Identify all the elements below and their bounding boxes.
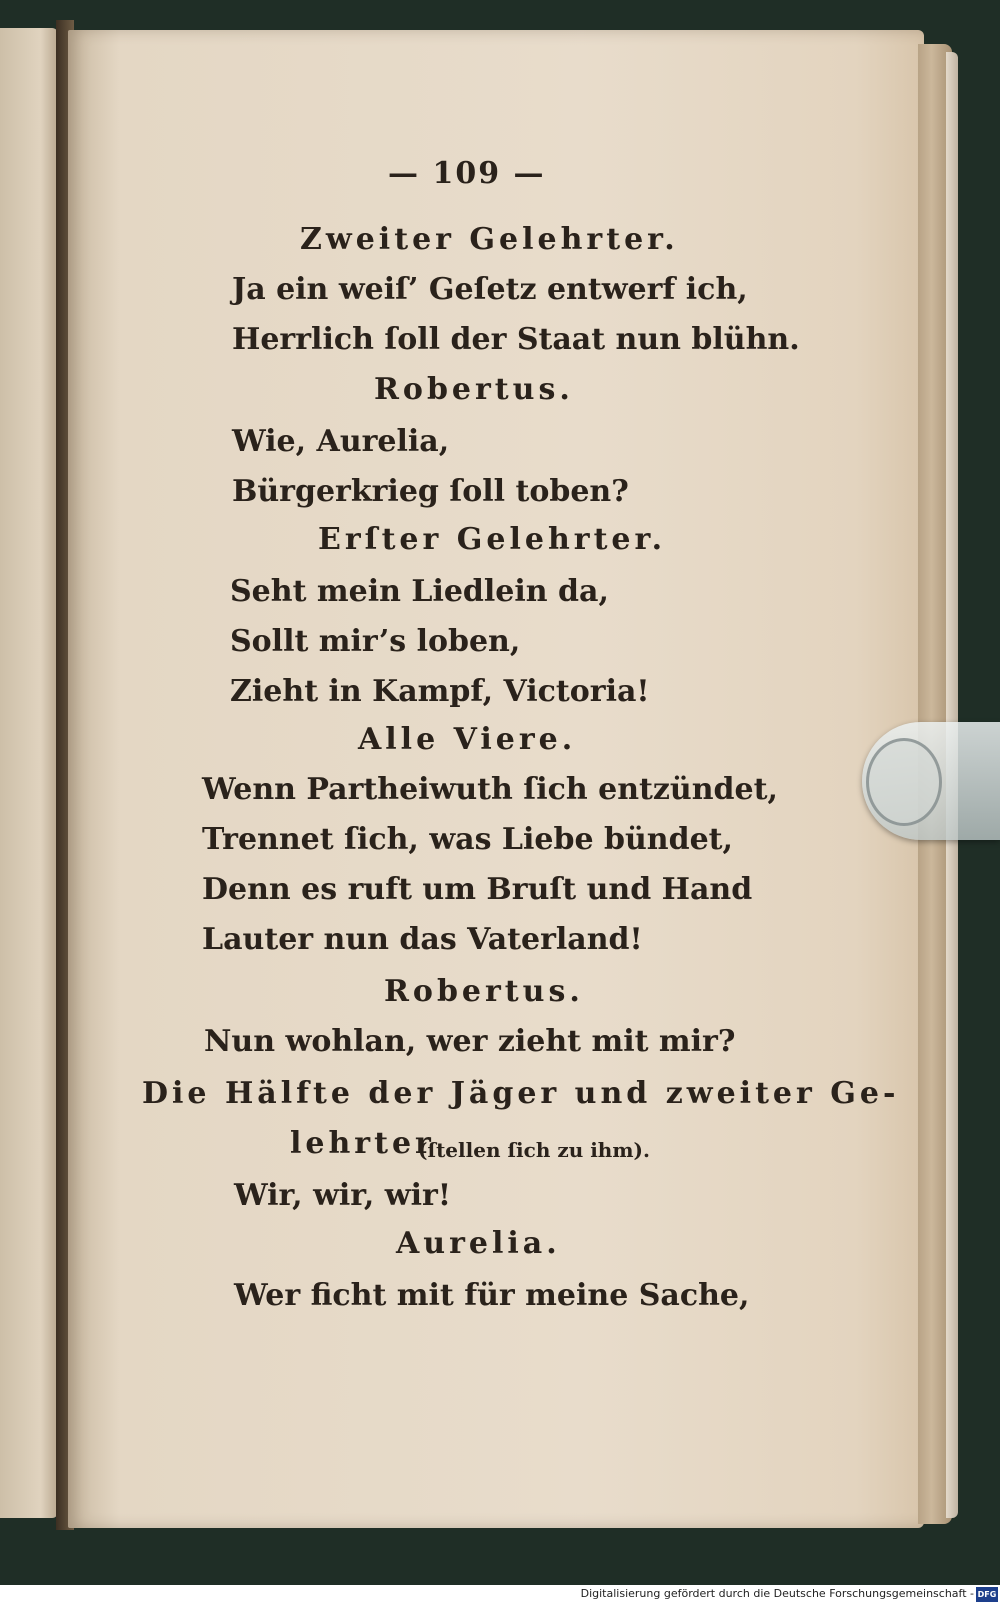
speaker-heading: Alle Viere. <box>358 722 577 757</box>
verse-line: Wenn Partheiwuth ſich entzündet, <box>202 772 778 807</box>
verse-line: Nun wohlan, wer zieht mit mir? <box>204 1024 736 1059</box>
dfg-logo: DFG <box>976 1587 998 1602</box>
verse-line: Seht mein Liedlein da, <box>230 574 609 609</box>
verse-line: Ja ein weiſ’ Geſetz entwerf ich, <box>232 272 748 307</box>
speaker-heading: Robertus. <box>374 372 574 407</box>
page-number: — 109 — <box>388 156 546 191</box>
speaker-heading: Erſter Gelehrter. <box>318 522 667 557</box>
stage-direction: (ſtellen ſich zu ihm). <box>418 1138 650 1162</box>
verse-line: Sollt mir’s loben, <box>230 624 521 659</box>
verse-line: Lauter nun das Vaterland! <box>202 922 643 957</box>
verse-line: Herrlich ſoll der Staat nun blühn. <box>232 322 800 357</box>
verse-line: Bürgerkrieg ſoll toben? <box>232 474 629 509</box>
verse-line: Denn es ruft um Bruſt und Hand <box>202 872 753 907</box>
speaker-heading: Die Hälfte der Jäger und zweiter Ge- <box>142 1076 900 1111</box>
speaker-heading: Zweiter Gelehrter. <box>300 222 679 257</box>
verse-line: Trennet ſich, was Liebe bündet, <box>202 822 733 857</box>
speaker-heading: lehrter <box>290 1126 435 1161</box>
funding-credit: Digitalisierung gefördert durch die Deutsche Forschungsgemeinschaft - <box>580 1587 974 1600</box>
speaker-heading: Aurelia. <box>396 1226 561 1261</box>
verse-line: Wer ficht mit für meine Sache, <box>234 1278 750 1313</box>
speaker-heading: Robertus. <box>384 974 584 1009</box>
verse-line: Zieht in Kampf, Victoria! <box>230 674 650 709</box>
verse-line: Wie, Aurelia, <box>232 424 450 459</box>
verse-line: Wir, wir, wir! <box>234 1178 452 1213</box>
footer-bar <box>0 1585 1000 1605</box>
